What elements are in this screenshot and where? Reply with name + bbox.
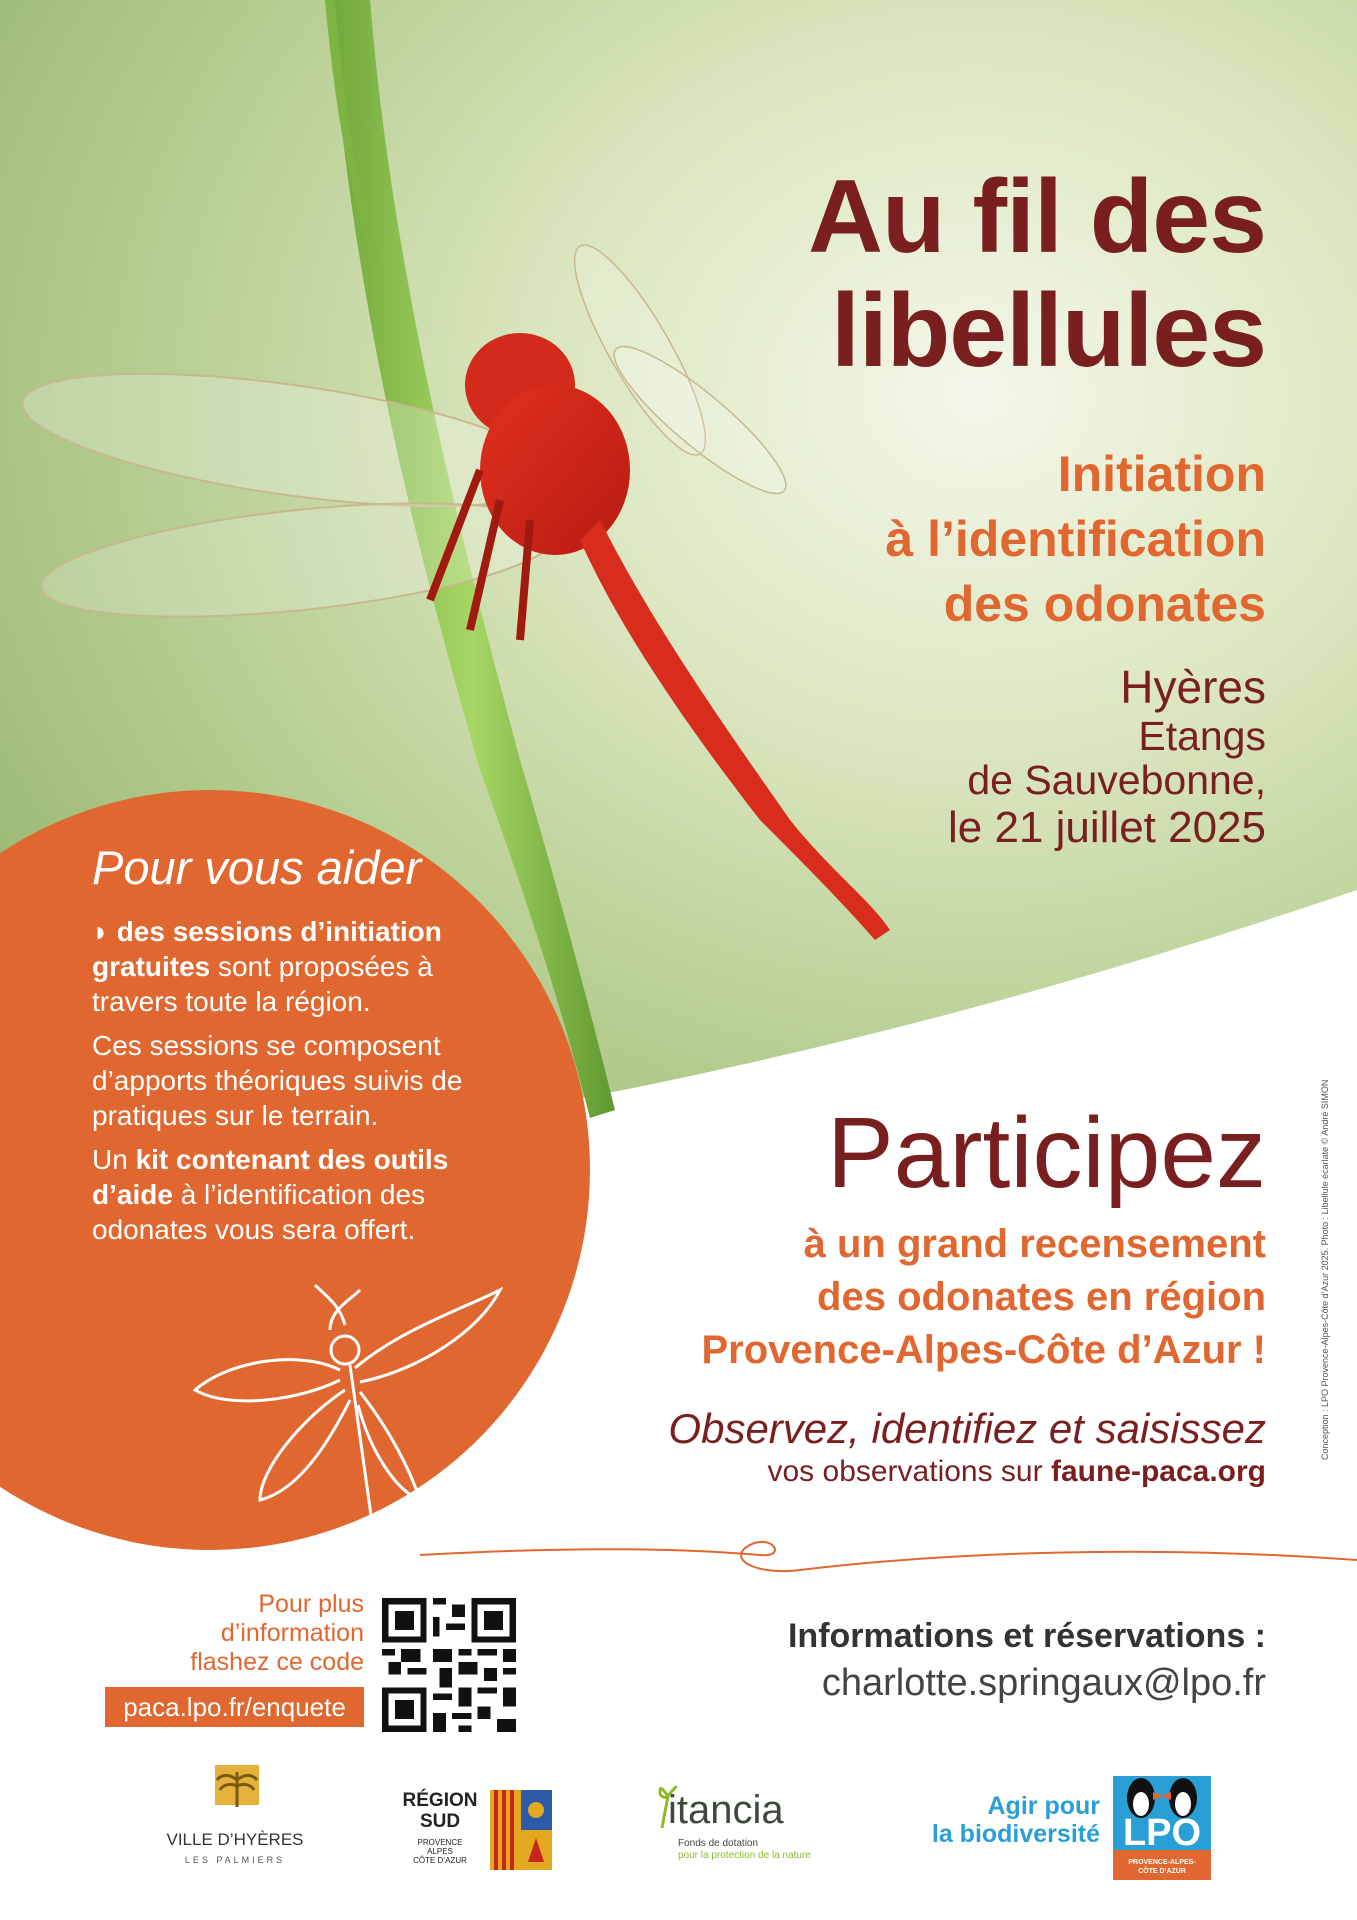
title-line2: libellules [830,273,1266,389]
qr-caption-line3: flashez ce code [190,1648,364,1676]
region-sud-crest-icon [490,1790,552,1870]
subtitle-line1: Initiation [1057,446,1266,502]
itancia-logo-name: itancia [668,1788,784,1832]
hyeres-logo-sub: LES PALMIERS [184,1855,286,1865]
region-sud-logo-sub [390,1838,490,1865]
place-line1: Etangs [1138,713,1266,759]
photo-credit: Conception : LPO Provence-Alpes-Côte d’Azur 2025. Photo : Libellule écarlate © André SIMON [1320,1079,1330,1460]
enquete-url[interactable]: paca.lpo.fr/enquete [105,1687,364,1727]
qr-code-icon[interactable] [382,1598,516,1732]
census-line1: à un grand recensement [803,1222,1266,1266]
region-sub2: ALPES [427,1847,453,1856]
swirl-line [0,1500,1357,1590]
qr-caption-line1: Pour plus [258,1590,364,1618]
subtitle-line2: à l’identification [885,511,1266,567]
help-text [92,914,512,1256]
lpo-sub2: CÔTE D’AZUR [1138,1868,1186,1875]
help-paragraph-2: Ces sessions se composent d’apports théoriques suivis de pratiques sur le terrain. [92,1030,463,1131]
observez-text: Observez, identifiez et saisissez [668,1405,1266,1452]
census-text [566,1218,1266,1377]
title-line1: Au fil des [807,159,1266,275]
help-p3-start: Un [92,1144,136,1175]
help-p1-bold: des sessions d’initiation gratuites [92,916,442,982]
region-sub3: CÔTE D’AZUR [413,1856,467,1865]
event-location [666,660,1266,854]
subtitle-line3: des odonates [943,576,1266,632]
agir-line2: la biodiversité [931,1820,1100,1848]
region-line1: RÉGION [402,1790,478,1811]
help-paragraph-1 [92,914,512,1019]
agir-biodiversite [900,1792,1100,1848]
agir-line1: Agir pour [987,1792,1100,1820]
place-line2: de Sauvebonne, [967,757,1266,803]
hyeres-logo-icon [212,1762,262,1824]
help-p3-bold: kit contenant des outils d’aide [92,1144,449,1210]
census-line3: Provence-Alpes-Côte d’Azur ! [701,1328,1266,1372]
region-sud-logo-text [390,1790,490,1832]
lpo-logo-text: LPO [1122,1812,1202,1854]
contact-label: Informations et réservations : [787,1617,1266,1655]
qr-caption [150,1590,364,1677]
help-p3-rest: à l’identification des odonates vous sera offert. [92,1179,426,1245]
region-line2: SUD [419,1811,461,1832]
hyeres-logo-name: VILLE D’HYÈRES [166,1830,304,1849]
contact-email[interactable]: charlotte.springaux@lpo.fr [821,1662,1266,1704]
itancia-logo-sub [678,1838,811,1862]
observations-prefix: vos observations sur [767,1455,1051,1488]
poster-title [566,160,1266,388]
event-date: le 21 juillet 2025 [947,803,1266,852]
census-line2: des odonates en région [817,1275,1266,1319]
bullet-icon: ◗ [92,916,117,947]
subtitle [566,442,1266,637]
qr-caption-line2: d’information [220,1619,364,1647]
help-p1-rest: sont proposées à travers toute la région. [92,951,433,1017]
faune-paca-link[interactable]: faune-paca.org [1050,1455,1266,1488]
region-sub1: PROVENCE [417,1838,463,1847]
lpo-sub1: PROVENCE-ALPES- [1128,1859,1196,1866]
lpo-logo-sub [1113,1858,1211,1876]
event-city: Hyères [1120,661,1266,713]
itancia-sub2: pour la protection de la nature [678,1850,811,1861]
itancia-sub1: Fonds de dotation [678,1838,759,1849]
observations-text [466,1452,1266,1492]
help-title: Pour vous aider [92,841,422,894]
help-paragraph-3 [92,1142,512,1247]
participez-heading: Participez [826,1097,1266,1209]
